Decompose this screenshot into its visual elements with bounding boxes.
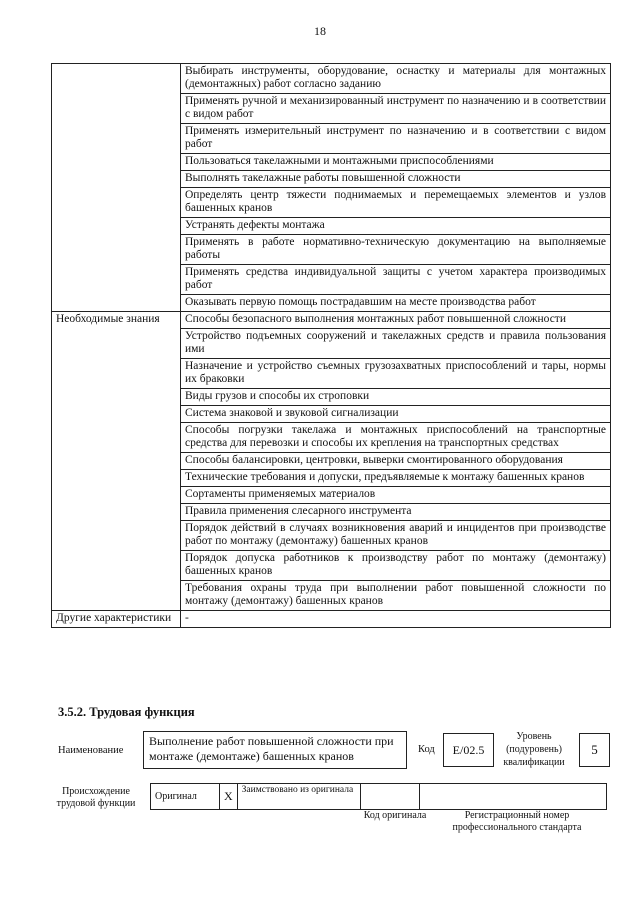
row-text: Применять измерительный инструмент по назначению и в соответствии с видом работ (181, 124, 611, 154)
row-text: - (181, 611, 611, 628)
row-text: Способы погрузки такелажа и монтажных приспособлений на транспортные средства для перевозки и способы их крепления на транспортных средствах (181, 423, 611, 453)
row-text: Виды грузов и способы их строповки (181, 389, 611, 406)
name-label: Наименование (58, 745, 124, 756)
row-text: Пользоваться такелажными и монтажными приспособлениями (181, 154, 611, 171)
code-box: E/02.5 (443, 733, 494, 767)
row-text: Технические требования и допуски, предъявляемые к монтажу башенных кранов (181, 470, 611, 487)
caption-reg: Регистрационный номер профессионального стандарта (452, 810, 582, 833)
row-text: Способы безопасного выполнения монтажных работ повышенной сложности (181, 312, 611, 329)
row-text: Применять средства индивидуальной защиты с учетом характера производимых работ (181, 265, 611, 295)
row-text: Определять центр тяжести поднимаемых и перемещаемых элементов и узлов башенных кранов (181, 188, 611, 218)
row-label (52, 64, 181, 312)
origin-mark: X (220, 784, 238, 810)
row-text: Требования охраны труда при выполнении работ повышенной сложности по монтажу (демонтажу) башенных кранов (181, 581, 611, 611)
row-text: Устранять дефекты монтажа (181, 218, 611, 235)
level-box: 5 (579, 733, 610, 767)
row-text: Способы балансировки, центровки, выверки смонтированного оборудования (181, 453, 611, 470)
row-text: Порядок действий в случаях возникновения аварий и инцидентов при производстве работ по монтажу (демонтажу) башенных кранов (181, 521, 611, 551)
origin-original: Оригинал (151, 784, 220, 810)
row-text: Применять ручной и механизированный инструмент по назначению и в соответствии с видом работ (181, 94, 611, 124)
table-row (52, 611, 611, 628)
row-text: Сортаменты применяемых материалов (181, 487, 611, 504)
caption-code: Код оригинала (363, 810, 427, 821)
origin-table (150, 783, 607, 810)
table-row (52, 312, 611, 329)
row-label: Необходимые знания (52, 312, 181, 611)
page-number: 18 (314, 24, 326, 38)
row-text: Оказывать первую помощь пострадавшим на месте производства работ (181, 295, 611, 312)
origin-label-text: Происхождение трудовой функции (56, 786, 136, 809)
row-text: Устройство подъемных сооружений и такелажных средств и правила пользования ими (181, 329, 611, 359)
origin-borrowed: Заимствовано из оригинала (237, 784, 360, 810)
origin-reg-cell (419, 784, 606, 810)
section-heading: 3.5.2. Трудовая функция (58, 705, 195, 719)
row-text: Система знаковой и звуковой сигнализации (181, 406, 611, 423)
origin-label (56, 786, 136, 810)
row-text: Выполнять такелажные работы повышенной сложности (181, 171, 611, 188)
code-label: Код (418, 744, 435, 755)
row-text: Выбирать инструменты, оборудование, оснастку и материалы для монтажных (демонтажных) работ согласно заданию (181, 64, 611, 94)
row-text: Применять в работе нормативно-техническую документацию на выполняемые работы (181, 235, 611, 265)
row-text: Правила применения слесарного инструмента (181, 504, 611, 521)
row-text: Назначение и устройство съемных грузозахватных приспособлений и тары, нормы их браковки (181, 359, 611, 389)
row-text: Порядок допуска работников к производству работ по монтажу (демонтажу) башенных кранов (181, 551, 611, 581)
origin-code-cell (360, 784, 419, 810)
level-label: Уровень (подуровень) квалификации (503, 731, 565, 768)
row-label: Другие характеристики (52, 611, 181, 628)
table-row (52, 64, 611, 94)
function-name-box: Выполнение работ повышенной сложности при монтаже (демонтаже) башенных кранов (143, 731, 407, 769)
requirements-table (51, 63, 611, 628)
